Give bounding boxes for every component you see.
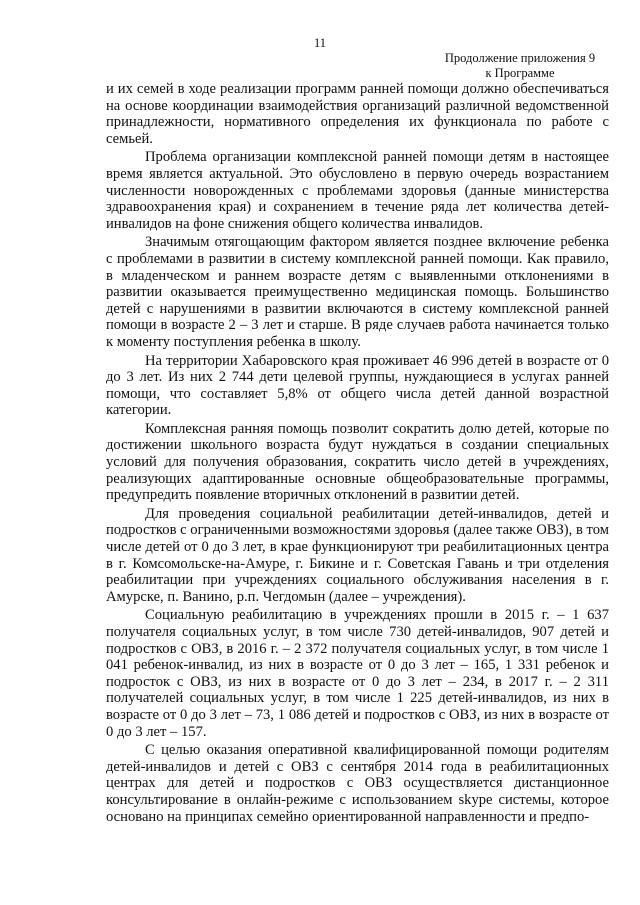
page-number: 11: [313, 36, 327, 50]
paragraph-rehabilitation-figures: Социальную реабилитацию в учреждениях прошли в 2015 г. – 1 637 получателя социальных услуг, в том числе 730 детей-инвалидов, 907 детей и подростков с ОВЗ, в 2016 г. – 2 372 получателя социальных услуг, в том числе 1 041 ребенок-инвалид, из них в возрасте от 0 до 3 лет – 165, 1 331 ребенок и подросток с ОВЗ, из них в возрасте от 0 до 3 лет – 234, в 2017 г. – 2 311 получателей социальных услуг, в том числе 1 225 детей-инвалидов, из них в возрасте от 0 до 3 лет – 73, 1 086 детей и подростков с ОВЗ, из них в возрасте от 0 до 3 лет – 157.: [106, 607, 609, 740]
appendix-header-line-2: к Программе: [485, 66, 555, 80]
paragraph-problem: Проблема организации комплексной ранней помощи детям в настоящее время является актуальной. Это обусловлено в первую очередь возрастанием численности новорожденных с проблемами здоровья (данные министерства здравоохранения края) и сохранением в течение ряда лет количества детей-инвалидов на фоне снижения общего количества инвалидов.: [106, 149, 609, 232]
paragraph-continuation: и их семей в ходе реализации программ ранней помощи должно обеспечиваться на основе координации взаимодействия организаций различной ведомственной принадлежности, нормативного определения их функционала по работе с семьей.: [106, 81, 609, 147]
paragraph-remote-consulting: С целью оказания оперативной квалифицированной помощи родителям детей-инвалидов и детей с ОВЗ с сентября 2014 года в реабилитационных центрах для детей и подростков с ОВЗ осуществляется дистанционное консультирование в онлайн-режиме с использованием skype системы, которое основано на принципах семейно ориентированной направленности и предпо-: [106, 742, 609, 825]
paragraph-statistics: На территории Хабаровского края проживает 46 996 детей в возрасте от 0 до 3 лет. Из них 2 744 дети целевой группы, нуждающиеся в услугах ранней помощи, что составляет 5,8% от общего числа детей данной возрастной категории.: [106, 352, 609, 419]
paragraph-late-inclusion: Значимым отягощающим фактором является позднее включение ребенка с проблемами в развитии в систему комплексной ранней помощи. Как правило, в младенческом и раннем возрасте детям с выявленными отклонениями в развитии оказывается преимущественно медицинская помощь. Большинство детей с нарушениями в развитии включаются в систему комплексной ранней помощи в возрасте 2 – 3 лет и старше. В ряде случаев работа начинается только к моменту поступления ребенка в школу.: [106, 234, 609, 350]
document-body: [106, 81, 609, 827]
appendix-header: [430, 51, 610, 81]
appendix-header-line-1: Продолжение приложения 9: [444, 51, 596, 65]
paragraph-rehabilitation-centers: Для проведения социальной реабилитации детей-инвалидов, детей и подростков с ограниченными возможностями здоровья (далее также ОВЗ), в том числе детей от 0 до 3 лет, в крае функционируют три реабилитационных центра в г. Комсомольске-на-Амуре, г. Бикине и г. Советская Гавань и три отделения реабилитации при учреждениях социального обслуживания населения в г. Амурске, п. Ванино, р.п. Чегдомын (далее – учреждения).: [106, 505, 609, 605]
paragraph-early-help-goals: Комплексная ранняя помощь позволит сократить долю детей, которые по достижении школьного возраста будут нуждаться в создании специальных условий для получения образования, сократить число детей в учреждениях, реализующих адаптированные основные общеобразовательные программы, предупредить появление вторичных отклонений в развитии детей.: [106, 420, 609, 504]
